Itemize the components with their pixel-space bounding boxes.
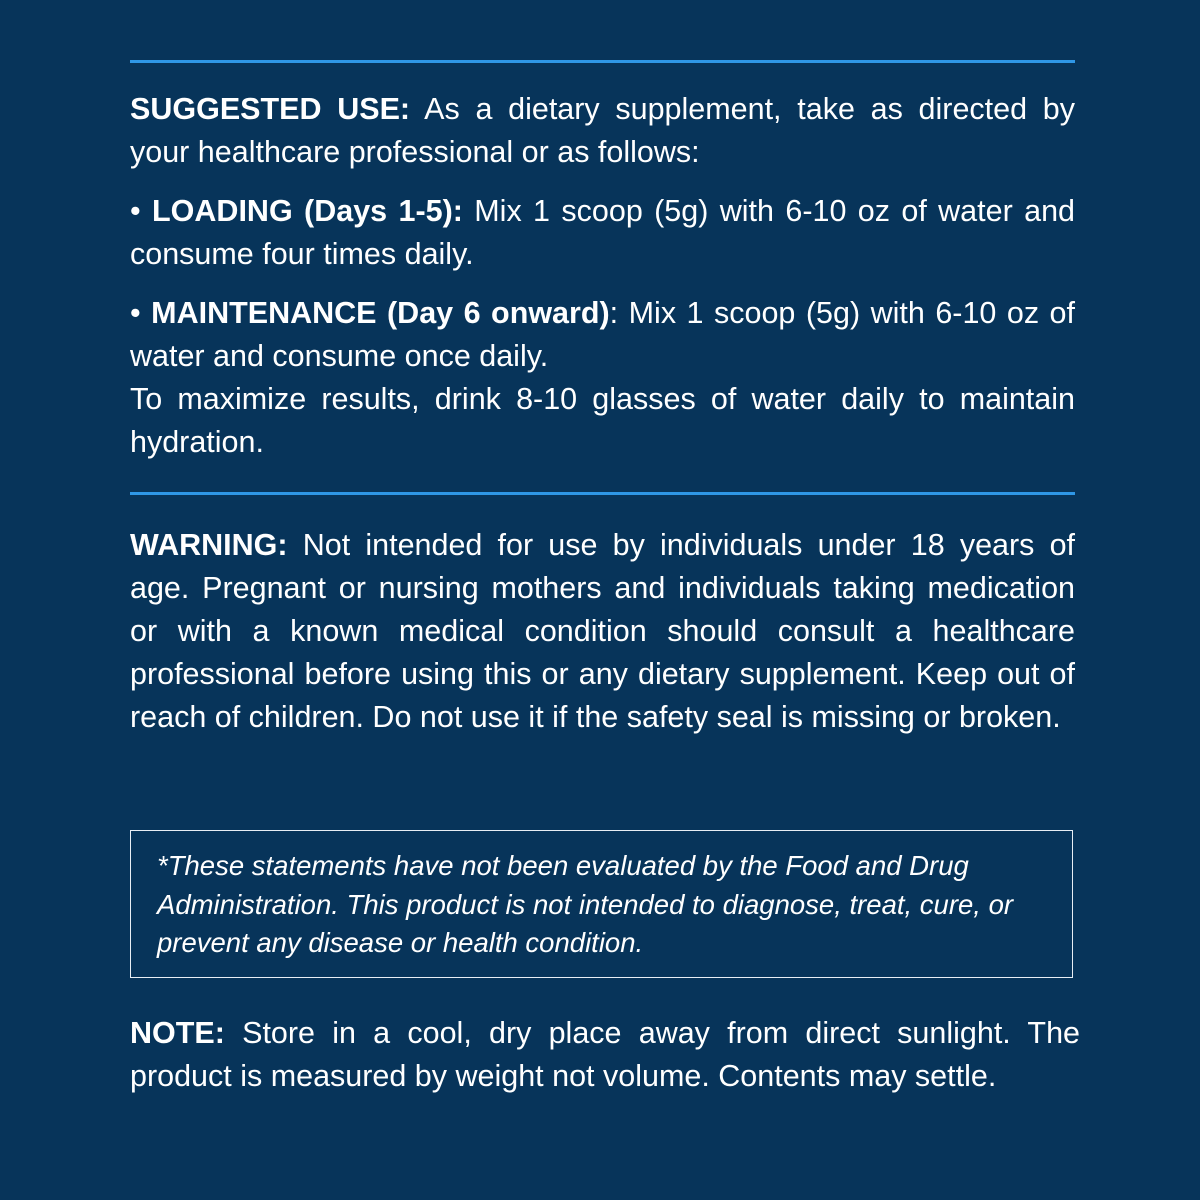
suggested-use-text: As a dietary supplement, take as directed by your healthcare professional or as follows:	[130, 92, 1075, 169]
suggested-use-label: SUGGESTED USE:	[130, 92, 411, 126]
loading-bullet: •	[130, 194, 153, 228]
maintenance-label: MAINTENANCE (Day 6 onward)	[151, 296, 610, 330]
fda-disclaimer-text: *These statements have not been evaluated by the Food and Drug Administration. This product is not intended to diagnose, treat, cure, or prevent any disease or health condition.	[157, 850, 1014, 958]
top-divider	[130, 60, 1075, 63]
warning-label: WARNING:	[130, 528, 288, 562]
warning-text: Not intended for use by individuals under 18 years of age. Pregnant or nursing mothers and individuals taking medication or with a known medical condition should consult a healthcare professional before using this or any dietary supplement. Keep out of reach of children. Do not use it if the safety seal is missing or broken.	[130, 528, 1075, 734]
maintenance-bullet: •	[130, 296, 152, 330]
maintenance-text: : Mix 1 scoop (5g) with 6-10 oz of water and consume once daily.	[130, 296, 1075, 373]
loading-text: Mix 1 scoop (5g) with 6-10 oz of water and consume four times daily.	[130, 194, 1075, 271]
supplement-label-panel	[130, 0, 1080, 1200]
note-paragraph	[130, 1012, 1080, 1098]
loading-label: LOADING (Days 1-5):	[152, 194, 463, 228]
note-label: NOTE:	[130, 1016, 225, 1050]
loading-instruction	[130, 190, 1075, 276]
middle-divider	[130, 492, 1075, 495]
note-text: Store in a cool, dry place away from direct sunlight. The product is measured by weight not volume. Contents may settle.	[130, 1016, 1080, 1093]
fda-disclaimer-box	[130, 830, 1073, 978]
suggested-use-paragraph	[130, 88, 1075, 174]
warning-paragraph	[130, 524, 1075, 739]
maintenance-instruction	[130, 292, 1075, 378]
hydration-paragraph: To maximize results, drink 8-10 glasses of water daily to maintain hydration.	[130, 382, 1075, 459]
